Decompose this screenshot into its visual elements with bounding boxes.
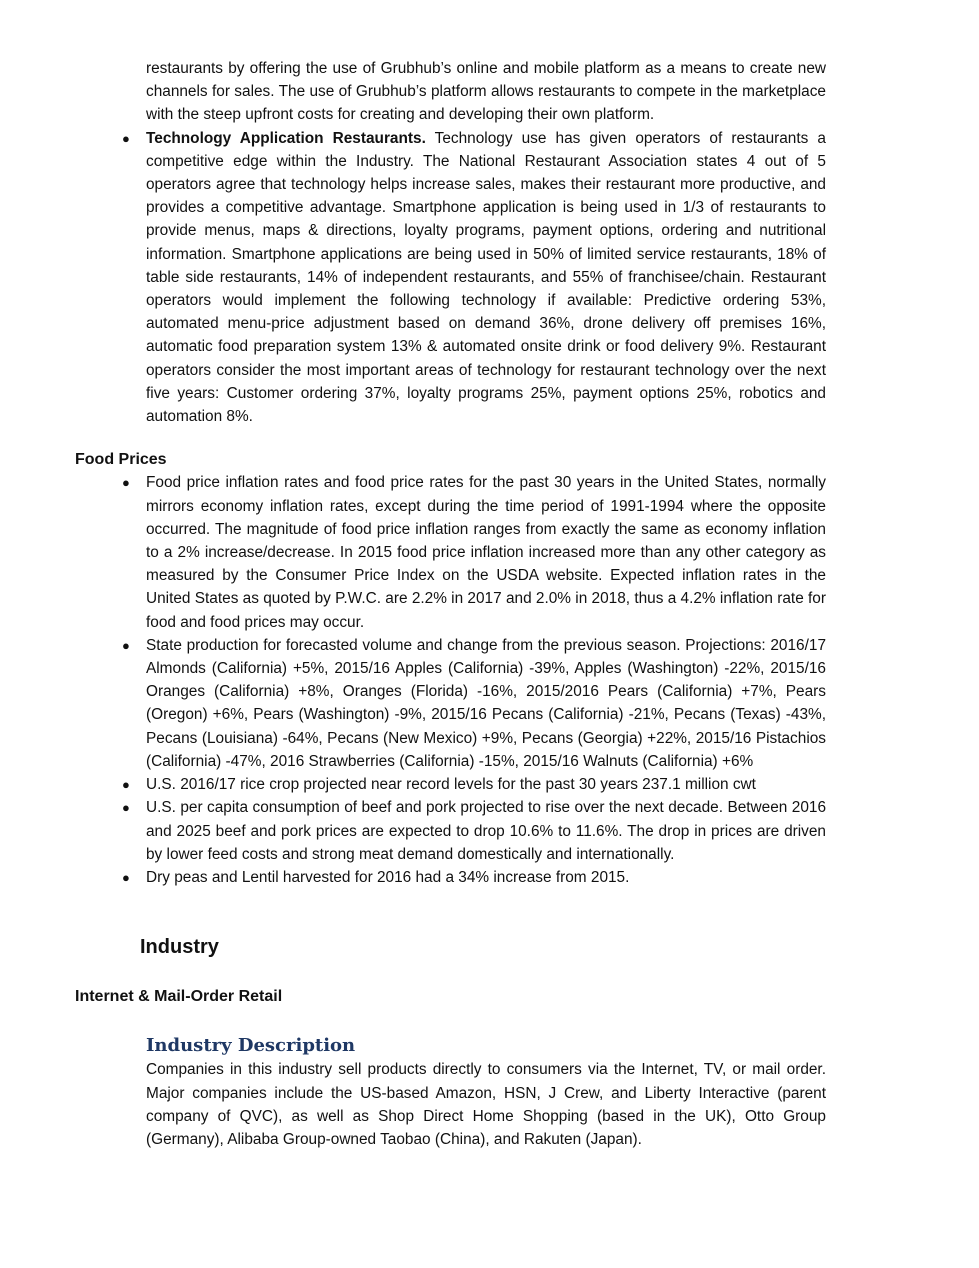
industry-subheading: Internet & Mail-Order Retail	[75, 988, 283, 1006]
bullet-icon: ●	[122, 800, 130, 816]
bullet-text: Dry peas and Lentil harvested for 2016 had a 34% increase from 2015.	[146, 868, 630, 886]
bullet-text: U.S. per capita consumption of beef and pork projected to rise over the next decade. Between 2016 and 2025 beef and pork prices are expected to drop 10.6% to 11.6%. The drop in prices are driven by lower feed costs and strong meat demand domestically and internationally.	[146, 799, 826, 863]
bullet-text: State production for forecasted volume and change from the previous season. Projections: 2016/17 Almonds (California) +5%, 2015/16 Apples (California) -39%, Apples (Washington) -22%, 2015/16 Oranges (California) +8%, Oranges (Florida) -16%, 2015/2016 Pears (California) +7%, Pears (Oregon) +6%, Pears (Washington) -9%, 2015/16 Pecans (California) -21%, Pecans (Texas) -43%, Pecans (Louisiana) -64%, Pecans (New Mexico) +9%, Pecans (Georgia) +22%, 2015/16 Pistachios (California) -47%, 2016 Strawberries (California) -15%, 2015/16 Walnuts (California) +6%	[146, 636, 826, 770]
tech-bullet-list	[0, 127, 979, 429]
section-heading-food-prices: Food Prices	[75, 451, 167, 469]
industry-heading: Industry	[140, 936, 219, 959]
bullet-text: Food price inflation rates and food price rates for the past 30 years in the United States, normally mirrors economy inflation rates, except during the time period of 1991-1994 where the opposite occurred. The magnitude of food price inflation ranges from exactly the same as economy inflation to a 2% increase/decrease. In 2015 food price inflation increased more than any other category as measured by the Consumer Price Index on the USDA website. Expected inflation rates in the United States as quoted by P.W.C. are 2.2% in 2017 and 2.0% in 2018, thus a 4.2% inflation rate for food and food prices may occur.	[146, 474, 826, 631]
bullet-icon: ●	[122, 637, 130, 653]
bullet-icon: ●	[122, 475, 130, 491]
bullet-icon: ●	[122, 130, 130, 146]
list-item	[122, 773, 826, 796]
industry-description-text: Companies in this industry sell products directly to consumers via the Internet, TV, or mail order. Major companies include the US-based Amazon, HSN, J Crew, and Liberty Interactive (parent company of QVC), as well as Shop Direct Home Shopping (based in the UK), Otto Group (Germany), Alibaba Group-owned Taobao (China), and Rakuten (Japan).	[146, 1061, 826, 1148]
list-item	[122, 471, 826, 633]
bullet-icon: ●	[122, 777, 130, 793]
list-item	[122, 866, 826, 889]
bullet-lead-text: Technology Application Restaurants.	[146, 129, 426, 147]
list-item	[122, 127, 826, 429]
bullet-icon: ●	[122, 869, 130, 885]
continuation-paragraph: restaurants by offering the use of Grubhub’s online and mobile platform as a means to create new channels for sales. The use of Grubhub’s platform allows restaurants to compete in the marketplace with the steep upfront costs for creating and developing their own platform.	[146, 60, 826, 124]
list-item	[122, 634, 826, 773]
industry-description-heading: Industry Description	[146, 1035, 356, 1057]
bullet-text: U.S. 2016/17 rice crop projected near record levels for the past 30 years 237.1 million cwt	[146, 776, 756, 794]
bullet-text: Technology use has given operators of restaurants a competitive edge within the Industry. The National Restaurant Association states 4 out of 5 operators agree that technology helps increase sales, makes their restaurant more productive, and provides a competitive advantage. Smartphone application is being used in 1/3 of restaurants to provide menus, maps & directions, loyalty programs, payment options, ordering and nutritional information. Smartphone applications are being used in 50% of limited service restaurants, 18% of table side restaurants, 14% of independent restaurants, and 55% of franchisee/chain. Restaurant operators would implement the following technology if available: Predictive ordering 53%, automated menu-price adjustment based on demand 36%, drone delivery off premises 16%, automatic food preparation system 13% & automated onsite drink or food delivery 9%. Restaurant operators consider the most important areas of technology for restaurant technology over the next five years: Customer ordering 37%, loyalty programs 25%, payment options 25%, robotics and automation 8%.	[146, 129, 826, 426]
food-prices-bullet-list	[0, 471, 979, 889]
list-item	[122, 796, 826, 866]
